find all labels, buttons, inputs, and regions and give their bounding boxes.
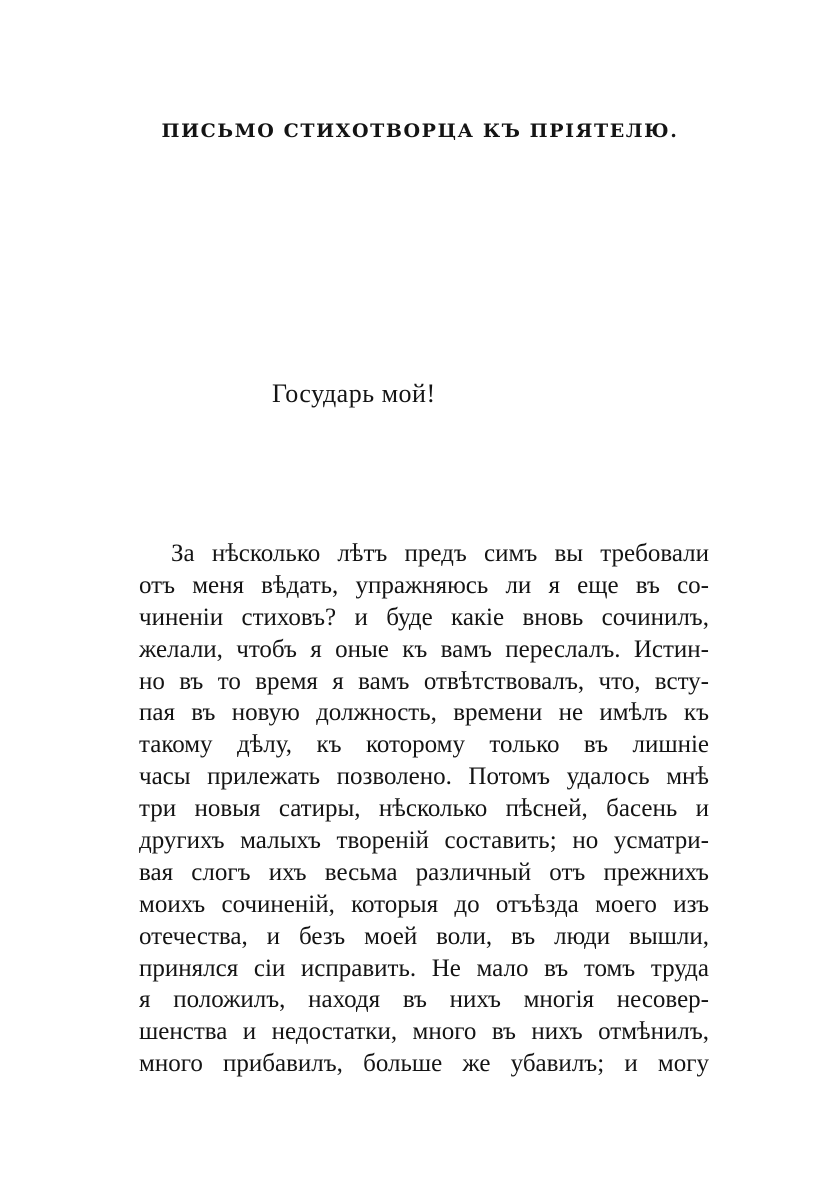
text-line: такому дѣлу, къ которому только въ лишніе (139, 731, 709, 759)
text-line: часы прилежать позволено. Потомъ удалось мнѣ (139, 763, 709, 791)
salutation: Государь мой! (272, 379, 436, 408)
text-line: отъ меня вѣдать, упражняюсь ли я еще въ со- (139, 571, 709, 599)
text-line: принялся сіи исправить. Не мало въ томъ труда (139, 954, 709, 982)
text-line: За нѣсколько лѣтъ предъ симъ вы требовали (171, 540, 709, 567)
text-line: много прибавилъ, больше же убавилъ; и могу (139, 1050, 709, 1078)
text-line: вая слогъ ихъ весьма различный отъ прежнихъ (139, 858, 709, 886)
text-line: я положилъ, находя въ нихъ многія несовер- (139, 986, 709, 1014)
text-line: желали, чтобъ я оные къ вамъ переслалъ. Истин- (139, 635, 709, 663)
text-line: пая въ новую должность, времени не имѣлъ къ (139, 699, 709, 727)
page-title: ПИСЬМО СТИХОТВОРЦА КЪ ПРІЯТЕЛЮ. (161, 120, 679, 142)
text-line: три новыя сатиры, нѣсколько пѣсней, басень и (139, 795, 709, 823)
text-line: чиненіи стиховъ? и буде какіе вновь сочинилъ, (139, 603, 709, 631)
text-line: отечества, и безъ моей воли, въ люди вышли, (139, 922, 709, 950)
text-line: другихъ малыхъ твореній составить; но усматри- (139, 827, 709, 855)
text-line: моихъ сочиненій, которыя до отъѣзда моего изъ (139, 890, 709, 918)
text-line: шенства и недостатки, много въ нихъ отмѣнилъ, (139, 1018, 709, 1046)
text-line: но въ то время я вамъ отвѣтствовалъ, что, всту- (139, 667, 709, 695)
letter-body (139, 538, 709, 1080)
